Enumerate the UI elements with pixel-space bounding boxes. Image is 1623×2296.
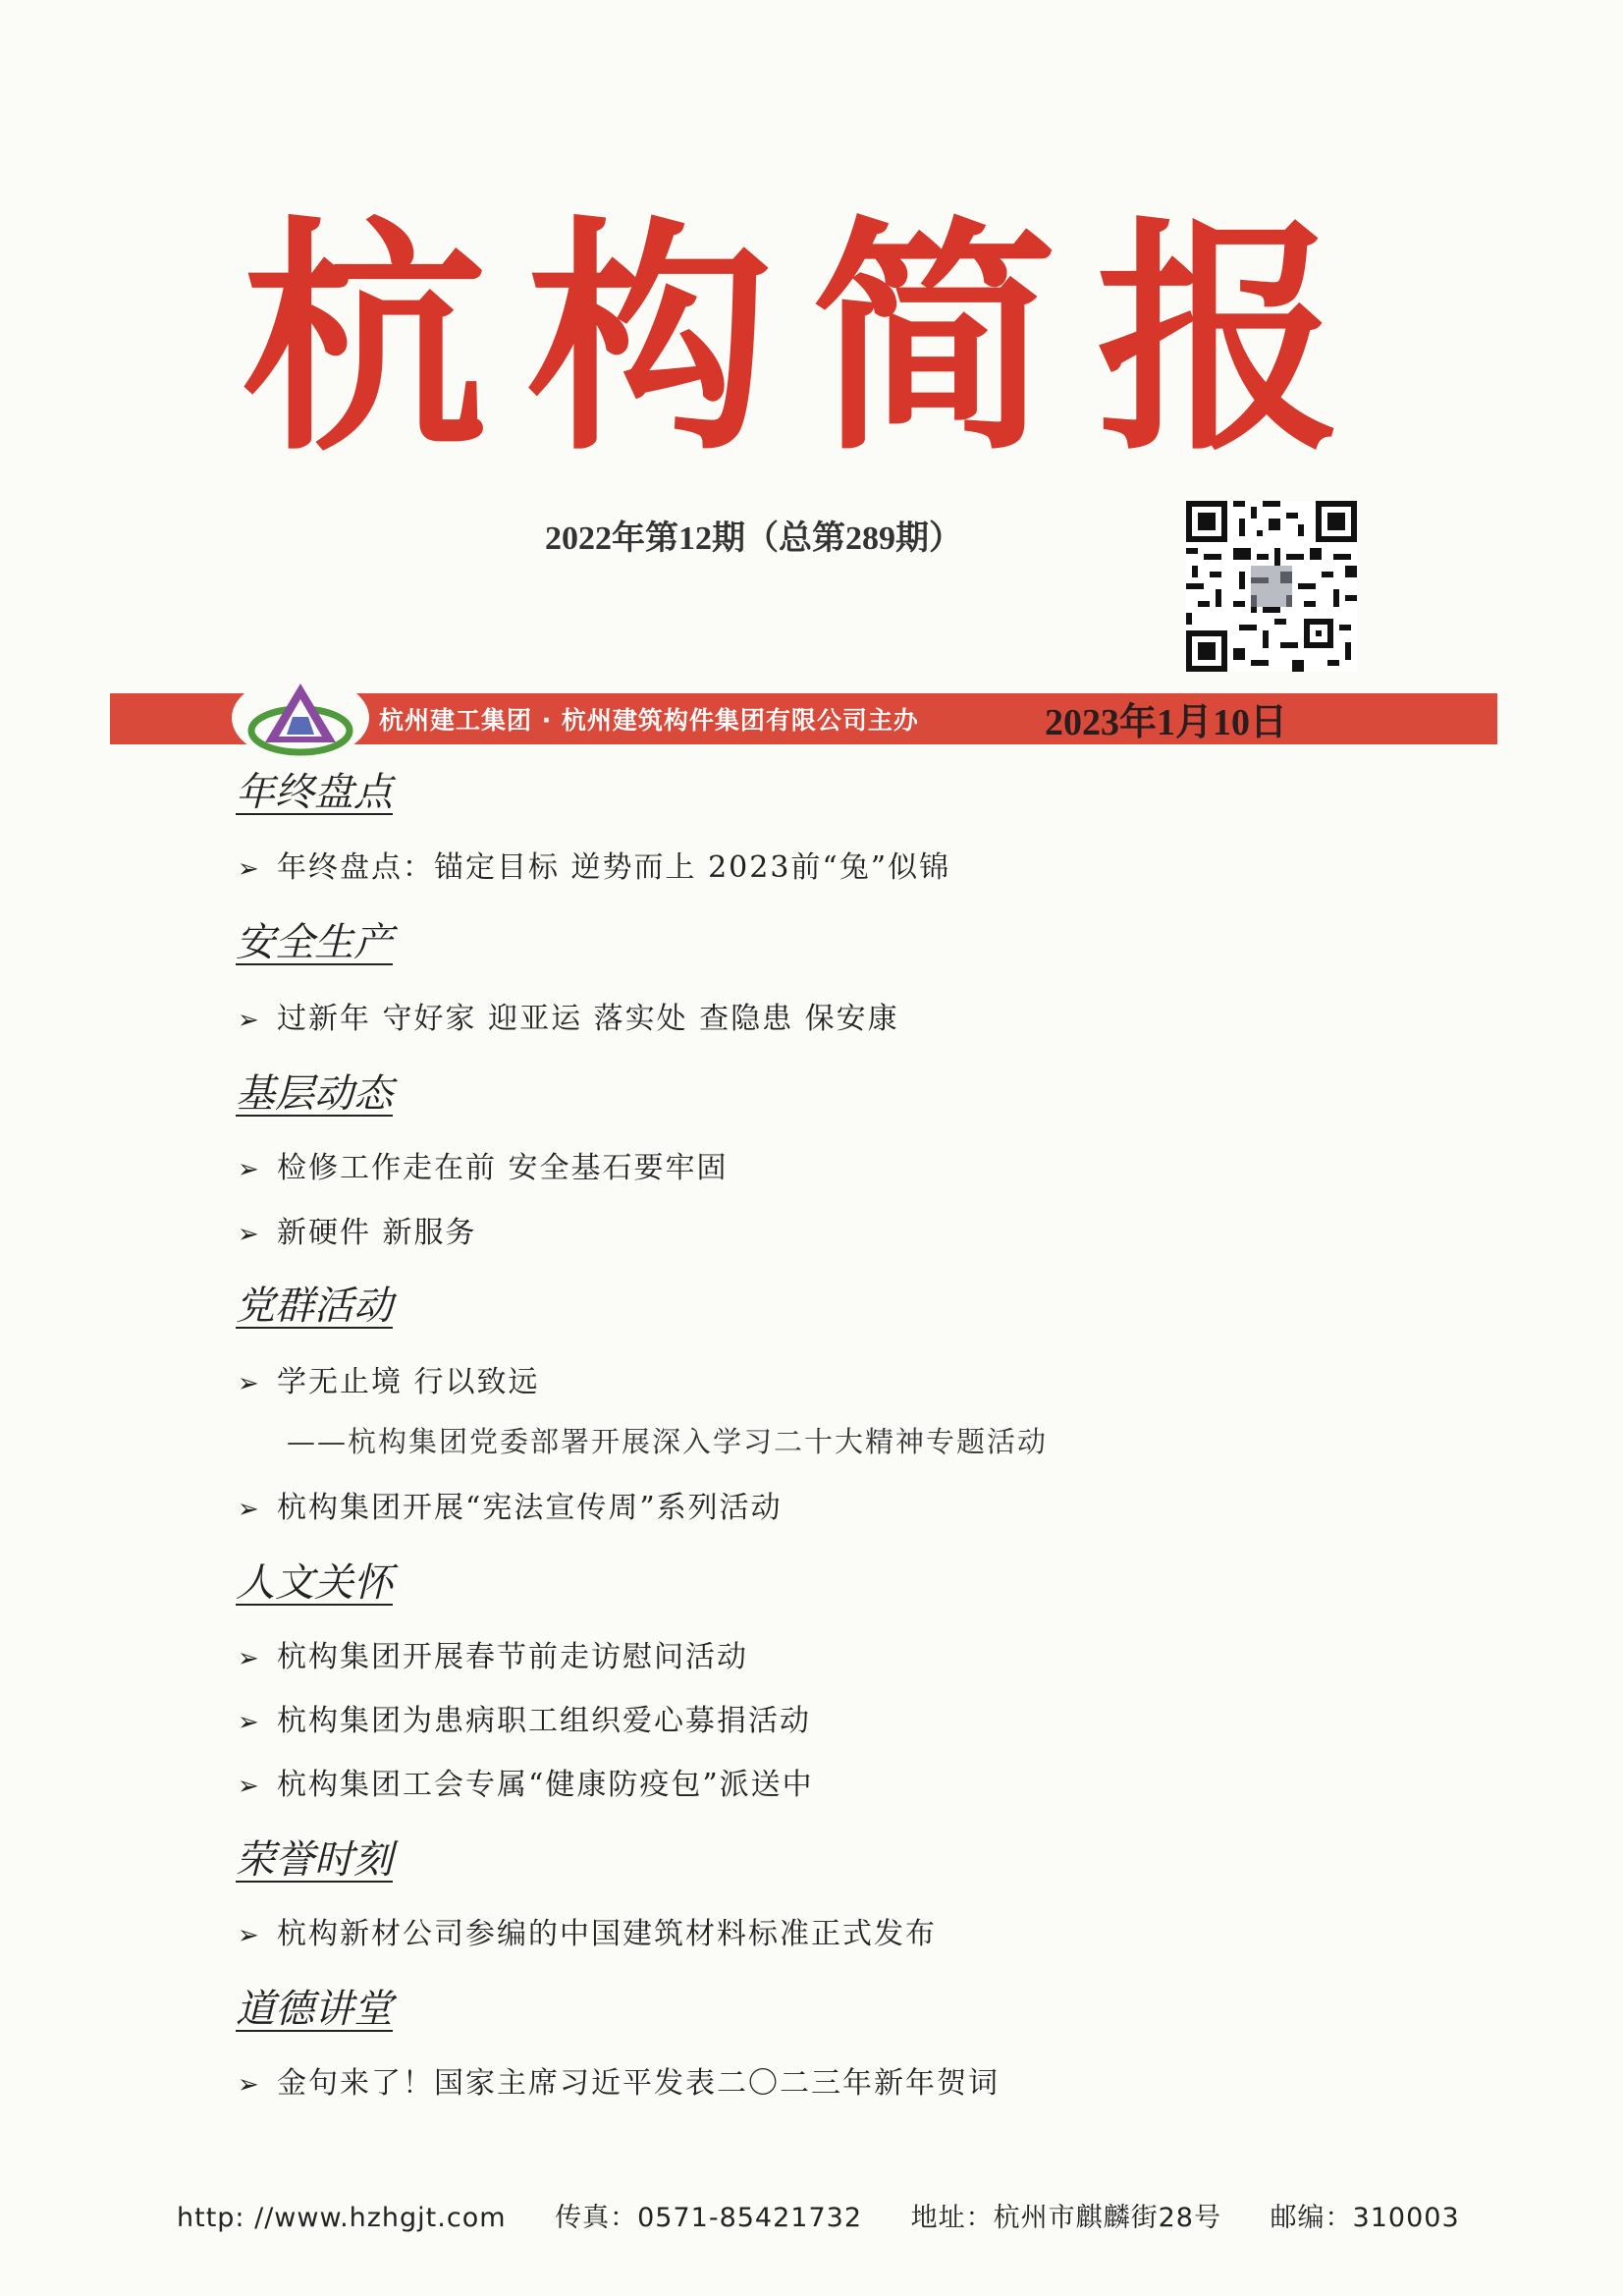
- toc-item-label: 过新年 守好家 迎亚运 落实处 查隐患 保安康: [277, 1002, 899, 1036]
- toc-item-label: 金句来了！国家主席习近平发表二〇二三年新年贺词: [277, 2066, 1000, 2101]
- toc-item[interactable]: [238, 1357, 540, 1400]
- section-heading: 人文关怀: [236, 1560, 393, 1606]
- company-logo-icon: [245, 678, 355, 758]
- toc-item[interactable]: [238, 843, 950, 886]
- arrow-bullet-icon: ➢: [238, 1772, 261, 1801]
- toc-item[interactable]: [238, 1143, 729, 1186]
- arrow-bullet-icon: ➢: [238, 1708, 261, 1737]
- toc-item[interactable]: [238, 1909, 937, 1952]
- toc-item-label: 新硬件 新服务: [277, 1216, 477, 1250]
- toc-item-label: 年终盘点：锚定目标 逆势而上 2023前“兔”似锦: [277, 850, 951, 885]
- toc-item-subtitle: ——杭构集团党委部署开展深入学习二十大精神专题活动: [287, 1425, 1049, 1458]
- arrow-bullet-icon: ➢: [238, 854, 261, 884]
- toc-item[interactable]: [238, 2058, 1000, 2102]
- toc-item-label: 杭构集团开展“宪法宣传周”系列活动: [277, 1491, 783, 1525]
- toc-item-label: 杭构集团开展春节前走访慰问活动: [277, 1640, 748, 1674]
- toc-item-label: 学无止境 行以致远: [277, 1365, 540, 1399]
- section-heading: 荣誉时刻: [236, 1837, 393, 1883]
- toc-item-label: 杭构集团为患病职工组织爱心募捐活动: [277, 1704, 811, 1738]
- section-heading: 基层动态: [236, 1071, 393, 1117]
- section-heading: 年终盘点: [236, 770, 393, 815]
- footer-postcode: 邮编：310003: [1270, 2203, 1460, 2233]
- arrow-bullet-icon: ➢: [238, 1921, 261, 1950]
- toc-item[interactable]: [238, 1632, 748, 1675]
- issue-number: 2022年第12期（总第289期）: [545, 520, 962, 557]
- footer-address: 地址：杭州市麒麟街28号: [910, 2203, 1221, 2233]
- qr-code: [1186, 501, 1357, 672]
- section-heading: 安全生产: [236, 920, 393, 965]
- publication-date: 2023年1月10日: [1045, 702, 1288, 743]
- toc-item-label: 检修工作走在前 安全基石要牢固: [277, 1151, 729, 1185]
- footer-fax: 传真：0571-85421732: [555, 2203, 863, 2233]
- section-heading: 道德讲堂: [236, 1987, 393, 2032]
- footer-website[interactable]: http: //www.hzhgjt.com: [177, 2203, 507, 2233]
- toc-item[interactable]: [238, 1208, 477, 1251]
- arrow-bullet-icon: ➢: [238, 1006, 261, 1035]
- arrow-bullet-icon: ➢: [238, 1220, 261, 1249]
- arrow-bullet-icon: ➢: [238, 1644, 261, 1673]
- footer-contact: [177, 2196, 1499, 2234]
- arrow-bullet-icon: ➢: [238, 1155, 261, 1184]
- section-heading: 党群活动: [236, 1284, 393, 1329]
- toc-item[interactable]: [238, 1696, 811, 1739]
- masthead-title: 杭构简报: [242, 194, 1381, 483]
- publisher-text: 杭州建工集团 · 杭州建筑构件集团有限公司主办: [379, 706, 919, 735]
- toc-item[interactable]: [238, 994, 899, 1037]
- toc-item[interactable]: [238, 1760, 814, 1803]
- arrow-bullet-icon: ➢: [238, 1369, 261, 1398]
- arrow-bullet-icon: ➢: [238, 1495, 261, 1524]
- toc-item-label: 杭构集团工会专属“健康防疫包”派送中: [277, 1768, 814, 1802]
- toc-item[interactable]: [238, 1483, 783, 1526]
- arrow-bullet-icon: ➢: [238, 2070, 261, 2100]
- toc-item-label: 杭构新材公司参编的中国建筑材料标准正式发布: [277, 1917, 937, 1951]
